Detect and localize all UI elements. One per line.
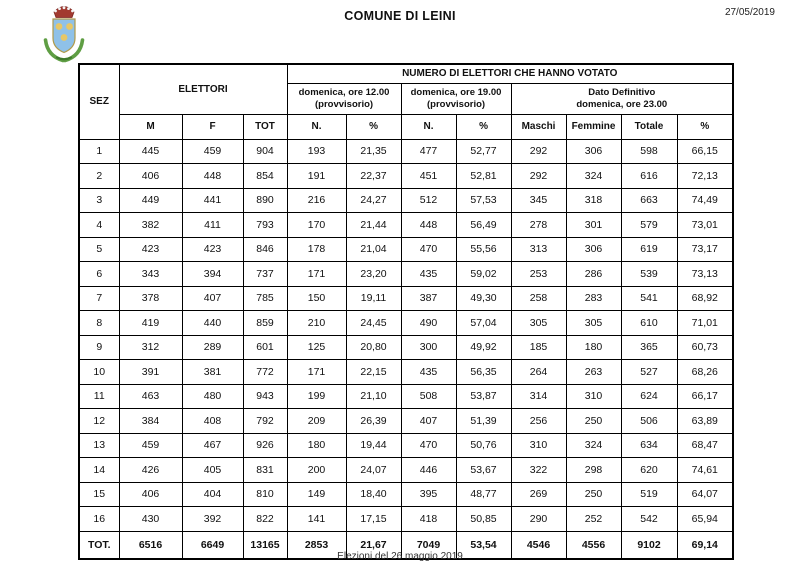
value-cell: 406 xyxy=(119,482,182,507)
value-cell: 527 xyxy=(621,360,677,385)
value-cell: 56,35 xyxy=(456,360,511,385)
document-date: 27/05/2019 xyxy=(724,7,775,18)
value-cell: 264 xyxy=(511,360,566,385)
value-cell: 382 xyxy=(119,213,182,238)
value-cell: 26,39 xyxy=(346,409,401,434)
value-cell: 250 xyxy=(566,482,621,507)
value-cell: 4556 xyxy=(566,531,621,559)
value-cell: 289 xyxy=(182,335,243,360)
value-cell: 210 xyxy=(287,311,346,336)
value-cell: 519 xyxy=(621,482,677,507)
value-cell: 318 xyxy=(566,188,621,213)
value-cell: 305 xyxy=(511,311,566,336)
value-cell: 150 xyxy=(287,286,346,311)
value-cell: 74,49 xyxy=(677,188,733,213)
value-cell: 141 xyxy=(287,507,346,532)
value-cell: 185 xyxy=(511,335,566,360)
header-line: domenica, ore 19.00 xyxy=(410,86,502,98)
value-cell: 200 xyxy=(287,458,346,483)
table-row xyxy=(79,139,733,164)
value-cell: 24,27 xyxy=(346,188,401,213)
col-header-maschi: Maschi xyxy=(511,114,566,139)
value-cell: 441 xyxy=(182,188,243,213)
value-cell: 253 xyxy=(511,262,566,287)
value-cell: 21,10 xyxy=(346,384,401,409)
value-cell: 405 xyxy=(182,458,243,483)
value-cell: 395 xyxy=(401,482,456,507)
table-row xyxy=(79,433,733,458)
table-row xyxy=(79,286,733,311)
value-cell: 178 xyxy=(287,237,346,262)
value-cell: 74,61 xyxy=(677,458,733,483)
table-row xyxy=(79,237,733,262)
col-header-pct-def: % xyxy=(677,114,733,139)
value-cell: 345 xyxy=(511,188,566,213)
value-cell: 384 xyxy=(119,409,182,434)
sez-cell: 12 xyxy=(79,409,119,434)
value-cell: 191 xyxy=(287,164,346,189)
value-cell: 448 xyxy=(401,213,456,238)
col-header-pct12: % xyxy=(346,114,401,139)
value-cell: 306 xyxy=(566,139,621,164)
table-row xyxy=(79,482,733,507)
value-cell: 171 xyxy=(287,360,346,385)
col-header-totale: Totale xyxy=(621,114,677,139)
value-cell: 512 xyxy=(401,188,456,213)
table-row xyxy=(79,262,733,287)
value-cell: 252 xyxy=(566,507,621,532)
value-cell: 467 xyxy=(182,433,243,458)
value-cell: 407 xyxy=(401,409,456,434)
col-header-pct19: % xyxy=(456,114,511,139)
value-cell: 290 xyxy=(511,507,566,532)
value-cell: 209 xyxy=(287,409,346,434)
col-header-tot: TOT xyxy=(243,114,287,139)
value-cell: 480 xyxy=(182,384,243,409)
value-cell: 542 xyxy=(621,507,677,532)
header-row-1 xyxy=(79,64,733,83)
value-cell: 19,11 xyxy=(346,286,401,311)
value-cell: 404 xyxy=(182,482,243,507)
value-cell: 312 xyxy=(119,335,182,360)
value-cell: 286 xyxy=(566,262,621,287)
value-cell: 73,01 xyxy=(677,213,733,238)
value-cell: 170 xyxy=(287,213,346,238)
value-cell: 772 xyxy=(243,360,287,385)
value-cell: 6649 xyxy=(182,531,243,559)
value-cell: 72,13 xyxy=(677,164,733,189)
value-cell: 426 xyxy=(119,458,182,483)
value-cell: 310 xyxy=(511,433,566,458)
value-cell: 292 xyxy=(511,139,566,164)
footer-caption: Elezioni del 26 maggio 2019 xyxy=(337,551,463,562)
value-cell: 449 xyxy=(119,188,182,213)
table-row xyxy=(79,188,733,213)
value-cell: 171 xyxy=(287,262,346,287)
value-cell: 451 xyxy=(401,164,456,189)
sez-cell: 9 xyxy=(79,335,119,360)
table-row xyxy=(79,164,733,189)
value-cell: 859 xyxy=(243,311,287,336)
value-cell: 49,30 xyxy=(456,286,511,311)
sez-cell: 5 xyxy=(79,237,119,262)
page-title: COMUNE DI LEINI xyxy=(344,9,456,23)
value-cell: 52,77 xyxy=(456,139,511,164)
header-line: (provvisorio) xyxy=(314,98,374,110)
value-cell: 394 xyxy=(182,262,243,287)
value-cell: 53,54 xyxy=(456,531,511,559)
table-row xyxy=(79,409,733,434)
col-group-definitivo xyxy=(511,83,733,114)
value-cell: 63,89 xyxy=(677,409,733,434)
value-cell: 601 xyxy=(243,335,287,360)
value-cell: 785 xyxy=(243,286,287,311)
value-cell: 2853 xyxy=(287,531,346,559)
table-body xyxy=(79,139,733,559)
value-cell: 854 xyxy=(243,164,287,189)
sez-cell: 13 xyxy=(79,433,119,458)
value-cell: 13165 xyxy=(243,531,287,559)
value-cell: 69,14 xyxy=(677,531,733,559)
value-cell: 50,76 xyxy=(456,433,511,458)
value-cell: 314 xyxy=(511,384,566,409)
value-cell: 180 xyxy=(566,335,621,360)
value-cell: 4546 xyxy=(511,531,566,559)
table-row xyxy=(79,213,733,238)
header-line: Dato Definitivo xyxy=(588,86,656,98)
value-cell: 193 xyxy=(287,139,346,164)
value-cell: 508 xyxy=(401,384,456,409)
value-cell: 343 xyxy=(119,262,182,287)
value-cell: 21,04 xyxy=(346,237,401,262)
value-cell: 445 xyxy=(119,139,182,164)
value-cell: 624 xyxy=(621,384,677,409)
value-cell: 822 xyxy=(243,507,287,532)
sez-cell: 16 xyxy=(79,507,119,532)
sez-cell: 4 xyxy=(79,213,119,238)
value-cell: 423 xyxy=(182,237,243,262)
value-cell: 51,39 xyxy=(456,409,511,434)
col-header-sez: SEZ xyxy=(79,64,119,139)
value-cell: 381 xyxy=(182,360,243,385)
value-cell: 430 xyxy=(119,507,182,532)
value-cell: 71,01 xyxy=(677,311,733,336)
value-cell: 904 xyxy=(243,139,287,164)
table-row xyxy=(79,360,733,385)
header-row-3 xyxy=(79,114,733,139)
value-cell: 831 xyxy=(243,458,287,483)
value-cell: 539 xyxy=(621,262,677,287)
value-cell: 180 xyxy=(287,433,346,458)
value-cell: 322 xyxy=(511,458,566,483)
value-cell: 52,81 xyxy=(456,164,511,189)
value-cell: 59,02 xyxy=(456,262,511,287)
value-cell: 250 xyxy=(566,409,621,434)
value-cell: 324 xyxy=(566,433,621,458)
value-cell: 68,26 xyxy=(677,360,733,385)
col-header-f: F xyxy=(182,114,243,139)
value-cell: 943 xyxy=(243,384,287,409)
sez-cell: 3 xyxy=(79,188,119,213)
value-cell: 292 xyxy=(511,164,566,189)
value-cell: 324 xyxy=(566,164,621,189)
value-cell: 216 xyxy=(287,188,346,213)
col-header-m: M xyxy=(119,114,182,139)
value-cell: 793 xyxy=(243,213,287,238)
value-cell: 616 xyxy=(621,164,677,189)
value-cell: 810 xyxy=(243,482,287,507)
value-cell: 66,17 xyxy=(677,384,733,409)
value-cell: 24,45 xyxy=(346,311,401,336)
value-cell: 423 xyxy=(119,237,182,262)
value-cell: 926 xyxy=(243,433,287,458)
value-cell: 48,77 xyxy=(456,482,511,507)
sez-cell: 8 xyxy=(79,311,119,336)
results-table-container xyxy=(78,63,734,560)
value-cell: 283 xyxy=(566,286,621,311)
col-header-elettori: ELETTORI xyxy=(119,64,287,114)
value-cell: 57,04 xyxy=(456,311,511,336)
value-cell: 406 xyxy=(119,164,182,189)
value-cell: 23,20 xyxy=(346,262,401,287)
value-cell: 792 xyxy=(243,409,287,434)
value-cell: 19,44 xyxy=(346,433,401,458)
value-cell: 890 xyxy=(243,188,287,213)
sez-cell: 15 xyxy=(79,482,119,507)
col-header-femmine: Femmine xyxy=(566,114,621,139)
value-cell: 459 xyxy=(119,433,182,458)
value-cell: 579 xyxy=(621,213,677,238)
value-cell: 463 xyxy=(119,384,182,409)
value-cell: 448 xyxy=(182,164,243,189)
value-cell: 258 xyxy=(511,286,566,311)
value-cell: 53,87 xyxy=(456,384,511,409)
value-cell: 387 xyxy=(401,286,456,311)
value-cell: 263 xyxy=(566,360,621,385)
value-cell: 125 xyxy=(287,335,346,360)
value-cell: 24,07 xyxy=(346,458,401,483)
sez-cell: 7 xyxy=(79,286,119,311)
value-cell: 305 xyxy=(566,311,621,336)
value-cell: 65,94 xyxy=(677,507,733,532)
value-cell: 66,15 xyxy=(677,139,733,164)
value-cell: 301 xyxy=(566,213,621,238)
value-cell: 53,67 xyxy=(456,458,511,483)
value-cell: 663 xyxy=(621,188,677,213)
value-cell: 365 xyxy=(621,335,677,360)
value-cell: 17,15 xyxy=(346,507,401,532)
value-cell: 306 xyxy=(566,237,621,262)
value-cell: 18,40 xyxy=(346,482,401,507)
value-cell: 278 xyxy=(511,213,566,238)
value-cell: 477 xyxy=(401,139,456,164)
value-cell: 55,56 xyxy=(456,237,511,262)
value-cell: 407 xyxy=(182,286,243,311)
value-cell: 541 xyxy=(621,286,677,311)
value-cell: 737 xyxy=(243,262,287,287)
value-cell: 22,37 xyxy=(346,164,401,189)
value-cell: 392 xyxy=(182,507,243,532)
value-cell: 21,67 xyxy=(346,531,401,559)
value-cell: 6516 xyxy=(119,531,182,559)
value-cell: 64,07 xyxy=(677,482,733,507)
value-cell: 378 xyxy=(119,286,182,311)
sez-cell: 6 xyxy=(79,262,119,287)
col-header-votato: NUMERO DI ELETTORI CHE HANNO VOTATO xyxy=(287,64,733,83)
value-cell: 7049 xyxy=(401,531,456,559)
value-cell: 610 xyxy=(621,311,677,336)
value-cell: 446 xyxy=(401,458,456,483)
value-cell: 419 xyxy=(119,311,182,336)
table-header xyxy=(79,64,733,139)
table-row xyxy=(79,335,733,360)
results-table xyxy=(78,63,734,560)
value-cell: 298 xyxy=(566,458,621,483)
value-cell: 459 xyxy=(182,139,243,164)
value-cell: 313 xyxy=(511,237,566,262)
table-row xyxy=(79,311,733,336)
value-cell: 21,35 xyxy=(346,139,401,164)
value-cell: 73,13 xyxy=(677,262,733,287)
value-cell: 490 xyxy=(401,311,456,336)
value-cell: 408 xyxy=(182,409,243,434)
header-line: domenica, ore 12.00 xyxy=(298,86,390,98)
value-cell: 634 xyxy=(621,433,677,458)
sez-cell: 10 xyxy=(79,360,119,385)
value-cell: 22,15 xyxy=(346,360,401,385)
value-cell: 60,73 xyxy=(677,335,733,360)
sez-cell: 2 xyxy=(79,164,119,189)
value-cell: 57,53 xyxy=(456,188,511,213)
value-cell: 435 xyxy=(401,360,456,385)
value-cell: 846 xyxy=(243,237,287,262)
sez-cell: 11 xyxy=(79,384,119,409)
value-cell: 68,92 xyxy=(677,286,733,311)
value-cell: 68,47 xyxy=(677,433,733,458)
sez-cell: 1 xyxy=(79,139,119,164)
value-cell: 418 xyxy=(401,507,456,532)
value-cell: 620 xyxy=(621,458,677,483)
sez-cell: TOT. xyxy=(79,531,119,559)
value-cell: 50,85 xyxy=(456,507,511,532)
value-cell: 20,80 xyxy=(346,335,401,360)
value-cell: 269 xyxy=(511,482,566,507)
value-cell: 440 xyxy=(182,311,243,336)
header-line: (provvisorio) xyxy=(426,98,486,110)
value-cell: 598 xyxy=(621,139,677,164)
sez-cell: 14 xyxy=(79,458,119,483)
value-cell: 73,17 xyxy=(677,237,733,262)
table-row xyxy=(79,458,733,483)
value-cell: 470 xyxy=(401,433,456,458)
value-cell: 256 xyxy=(511,409,566,434)
value-cell: 411 xyxy=(182,213,243,238)
value-cell: 470 xyxy=(401,237,456,262)
table-row xyxy=(79,507,733,532)
value-cell: 21,44 xyxy=(346,213,401,238)
value-cell: 49,92 xyxy=(456,335,511,360)
value-cell: 435 xyxy=(401,262,456,287)
col-header-n19: N. xyxy=(401,114,456,139)
col-group-ore12 xyxy=(287,83,401,114)
value-cell: 391 xyxy=(119,360,182,385)
col-header-n12: N. xyxy=(287,114,346,139)
header-line: domenica, ore 23.00 xyxy=(576,98,668,110)
value-cell: 199 xyxy=(287,384,346,409)
value-cell: 506 xyxy=(621,409,677,434)
value-cell: 310 xyxy=(566,384,621,409)
value-cell: 300 xyxy=(401,335,456,360)
value-cell: 56,49 xyxy=(456,213,511,238)
value-cell: 619 xyxy=(621,237,677,262)
value-cell: 9102 xyxy=(621,531,677,559)
table-row xyxy=(79,384,733,409)
col-group-ore19 xyxy=(401,83,511,114)
value-cell: 149 xyxy=(287,482,346,507)
